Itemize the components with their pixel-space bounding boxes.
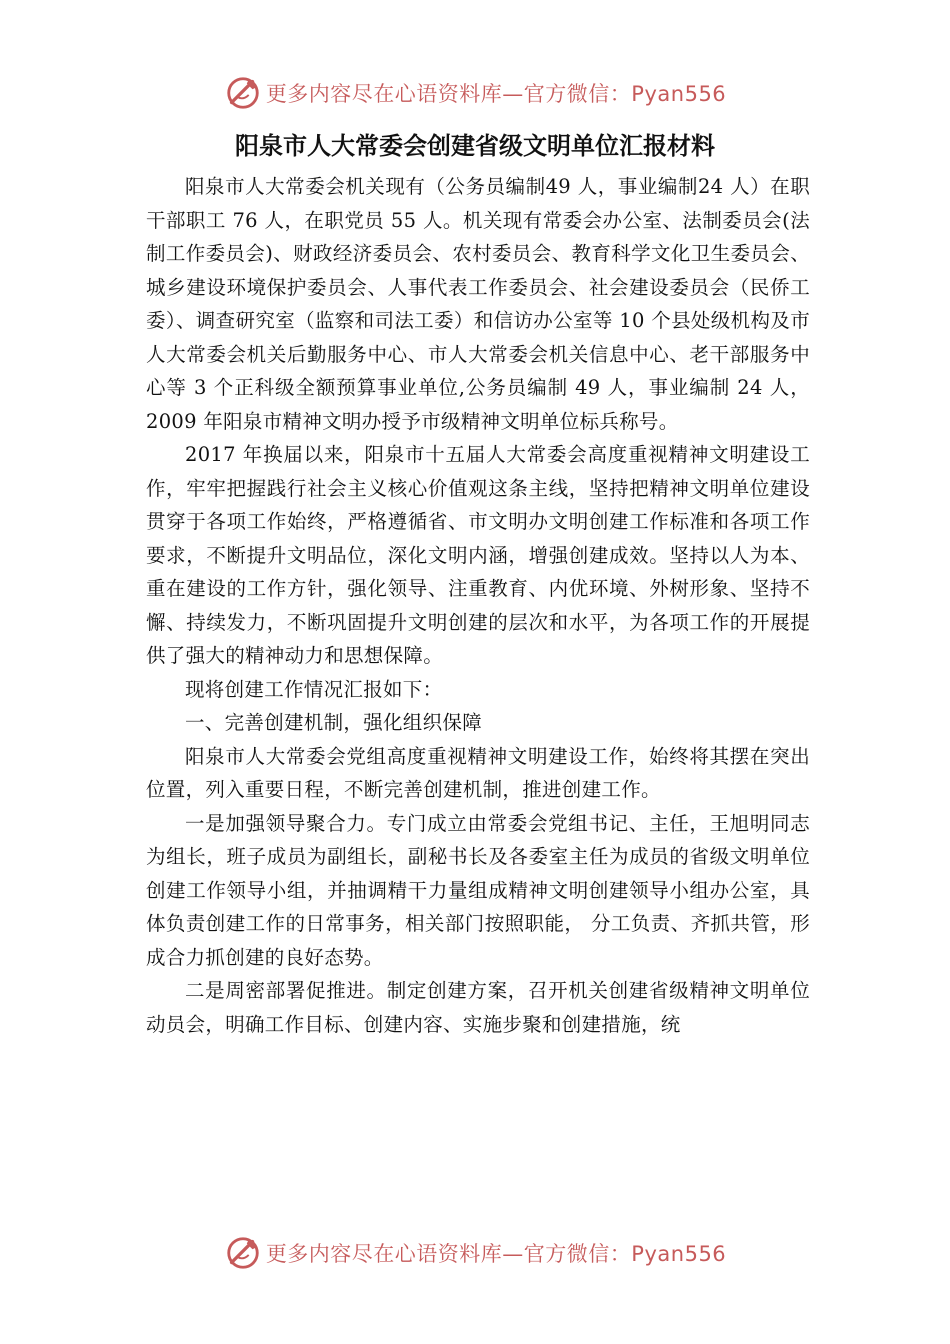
paragraph-section-1-intro: 阳泉市人大常委会党组高度重视精神文明建设工作，始终将其摆在突出位置，列入重要日程，不断完善创建机制，推进创建工作。 — [146, 744, 810, 801]
paragraph-point-1: 一是加强领导聚合力。专门成立由常委会党组书记、主任，王旭明同志为组长，班子成员为副组长，副秘书长及各委室主任为成员的省级文明单位创建工作领导小组，并抽调精干力量组成精神文明创建领导小组办公室，具体负责创建工作的日常事务，相关部门按照职能， 分工负责、齐抓共管，形成合力抓创建的良好态势。 — [146, 811, 810, 969]
watermark-banner-top — [0, 70, 950, 116]
paragraph-intro: 阳泉市人大常委会机关现有（公务员编制49 人，事业编制24 人）在职干部职工 76 人，在职党员 55 人。机关现有常委会办公室、法制委员会(法制工作委员会)、财政经济委员会、农村委员会、教育科学文化卫生委员会、城乡建设环境保护委员会、人事代表工作委员会、社会建设委员会（民侨工委）、调查研究室（监察和司法工委）和信访办公室等 10 个县处级机构及市人大常委会机关后勤服务中心、市人大常委会机关信息中心、老干部服务中心等 3 个正科级全额预算事业单位,公务员编制 49 人，事业编制 24 人，2009 年阳泉市精神文明办授予市级精神文明单位标兵称号。 — [146, 175, 810, 433]
document-body — [146, 170, 810, 1041]
watermark-logo-icon — [224, 74, 262, 112]
watermark-text: 更多内容尽在心语资料库—官方微信：Pyan556 — [265, 82, 727, 106]
paragraph-report-lead: 现将创建工作情况汇报如下： — [185, 677, 443, 701]
watermark-banner-bottom — [0, 1230, 950, 1276]
document-title: 阳泉市人大常委会创建省级文明单位汇报材料 — [235, 132, 715, 160]
paragraph-point-2: 二是周密部署促推进。制定创建方案，召开机关创建省级精神文明单位动员会，明确工作目标、创建内容、实施步聚和创建措施，统 — [146, 979, 810, 1036]
watermark-text: 更多内容尽在心语资料库—官方微信：Pyan556 — [265, 1242, 727, 1266]
section-heading-1: 一、完善创建机制，强化组织保障 — [185, 711, 483, 734]
watermark-logo-icon — [224, 1234, 262, 1272]
paragraph-overview: 2017 年换届以来，阳泉市十五届人大常委会高度重视精神文明建设工作，牢牢把握践行社会主义核心价值观这条主线，坚持把精神文明单位建设贯穿于各项工作始终，严格遵循省、市文明办文明创建工作标准和各项工作要求，不断提升文明品位，深化文明内涵，增强创建成效。坚持以人为本、重在建设的工作方针，强化领导、注重教育、内优环境、外树形象、坚持不懈、持续发力，不断巩固提升文明创建的层次和水平，为各项工作的开展提供了强大的精神动力和思想保障。 — [146, 443, 810, 667]
